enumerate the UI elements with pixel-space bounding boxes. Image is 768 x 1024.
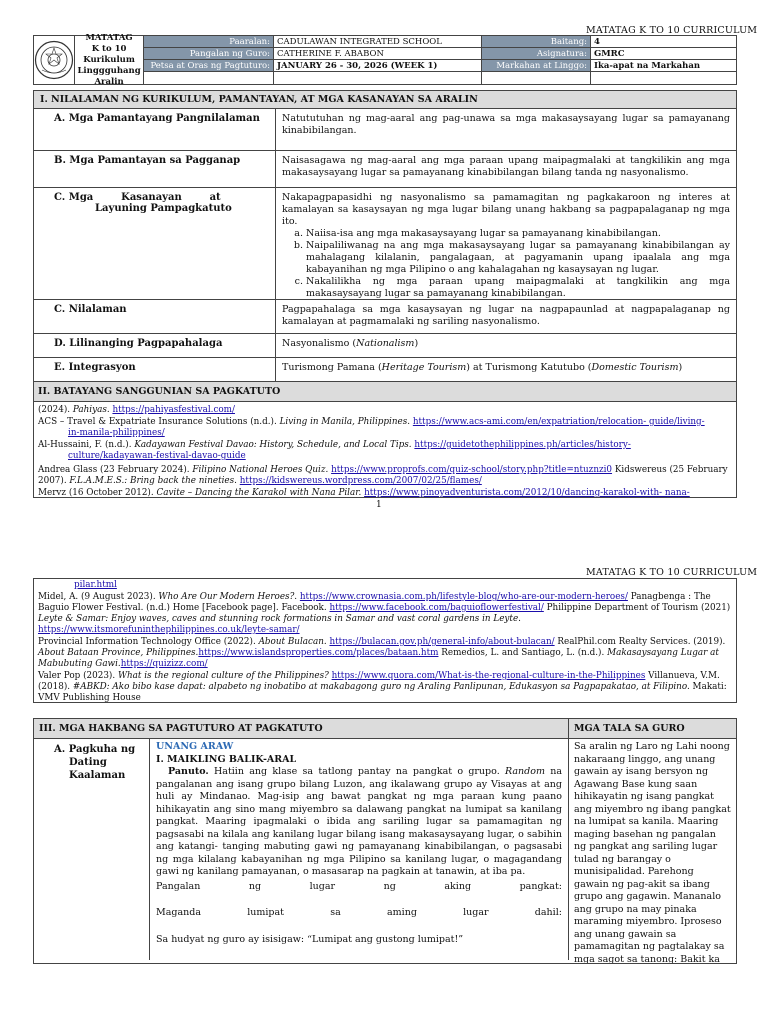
baitang-value: 4 [591, 36, 736, 48]
reference-item: Provincial Information Technology Office (2022). About Bulacan. https://bulacan.gov.ph/general-info/about-bulacan/ RealPhil.com Realty Services. (2019). About Bataan Province, Philippines.https://www.islandsproperties.com/places/bataan.htm Remedios, L. and Santiago, L. (n.d.). Makasaysayang Lugar at Mabubuting Gawi.https://quizizz.com/ [38, 637, 726, 669]
reference-item: Andrea Glass (23 February 2024). Filipino National Heroes Quiz. https://www.proprofs.com/quiz-school/story.php?title=ntuznzi0 Kidswereus (25 February 2007). F.L.A.M.E.S.: Bring back the nineties. https://kidswereus.wordpress.com/2007/02/25/flames/ [38, 465, 728, 486]
row-pamantayan-pagganap: B. Mga Pamantayan sa Pagganap Naisasagawa ng mag-aaral ang mga paraan upang maipagmalaki at tangkilikin ang mga makasaysayang lugar sa pamayanang kinabibilangan bilang tanda ng nasyonalismo. [34, 151, 736, 188]
section-2-heading: II. BATAYANG SANGGUNIAN SA PAGKATUTO [34, 382, 736, 402]
deped-seal [34, 36, 75, 84]
section-3-table [33, 718, 737, 964]
section-1-heading: I. NILALAMAN NG KURIKULUM, PAMANTAYAN, AT MGA KASANAYAN SA ARALIN [34, 91, 736, 109]
asignatura-value: GMRC [591, 48, 736, 60]
list-item: a. Naiisa-isa ang mga makasaysayang lugar sa pamayanang kinabibilangan. [306, 228, 730, 240]
list-item: c. Nakalilikha ng mga paraan upang maipagmalaki at tangkilikin ang mga makasaysayang lugar sa pamayanang kinabibilangan. [306, 276, 730, 300]
notes-heading: MGA TALA SA GURO [574, 723, 685, 734]
row-kasanayan-layunin: C. Mga Kasanayan at Layuning Pampagkatuto Nakapagpapasidhi ng nasyonalismo sa pamamagitan ng pagkakaroon ng interes at kamalayan sa kasaysayan ng mga lugar bilang unang hakbang sa pagpapalaganap ng mga ito. a. Naiisa-isa ang mga makasaysayang lugar sa pamayanang kinabibilangan. b. Naipaliliwanag na ang mga makasaysayang lugar sa pamayanang kinabibilangan ay mahalagang kilalanin, pangalagaan, at pagyamanin upang ipaalala ang mga kabayanihan ng mga Pilipino o ang kahalagahan ng kasaysayan ng lugar. c. Nakalilikha ng mga paraan upang maipagmalaki at tangkilikin ang mga makasaysayang lugar sa pamayanang kinabibilangan. [34, 188, 736, 300]
curriculum-label-page2: MATATAG K TO 10 CURRICULUM [586, 567, 758, 578]
row-nilalaman: C. Nilalaman Pagpapahalaga sa mga kasaysayan ng lugar na nagpapaunlad at nagpapalaganap ng kamalayan at pagmamalaki ng sariling nasyonalismo. [34, 300, 736, 334]
fill-line-2: Maganda lumipat sa aming lugar dahil: [156, 907, 562, 918]
asignatura-label: Asignatura: [482, 48, 591, 60]
markahan-value: Ika-apat na Markahan [591, 60, 736, 72]
paaralan-value: CADULAWAN INTEGRATED SCHOOL [274, 36, 482, 48]
fill-line-1: Pangalan ng lugar ng aking pangkat: [156, 880, 562, 892]
activity-content [150, 739, 569, 960]
balik-aral-heading: I. MAIKLING BALIK-ARAL [156, 753, 297, 765]
row-pamantayang-pangnilalaman: A. Mga Pamantayang Pangnilalaman Natututuhan ng mag-aaral ang pag-unawa sa mga makasaysayang lugar sa pamayanang kinabibilangan. [34, 109, 736, 151]
reference-link[interactable]: https://kidswereus.wordpress.com/2007/02/25/flames/ [239, 476, 482, 486]
section-2-references [33, 381, 737, 498]
reference-item: Al-Hussaini, F. (n.d.). Kadayawan Festival Davao: History, Schedule, and Local Tips. https://guidetothephilippines.ph/articles/history- culture/kadayawan-festival-davao-guide [38, 440, 631, 461]
reference-link[interactable]: https://www.acs-ami.com/en/expatriation/relocation- guide/living- [412, 417, 705, 427]
section-1-table [33, 90, 737, 383]
guro-value: CATHERINE F. ABABON [274, 48, 482, 60]
reference-link[interactable]: https://pahiyasfestival.com/ [112, 405, 235, 415]
row-pagpapahalaga: D. Lilinanging Pagpapahalaga Nasyonalismo (Nationalism) [34, 334, 736, 358]
petsa-label: Petsa at Oras ng Pagtuturo: [144, 60, 274, 72]
header-title: MATATAG K to 10 Kurikulum Linggguhang Aralin [75, 36, 144, 84]
hudyat-text: Sa hudyat ng guro ay isisigaw: “Lumipat ang gustong lumipat!” [156, 933, 464, 945]
lesson-header [33, 32, 737, 87]
reference-item: Midel, A. (9 August 2023). Who Are Our Modern Heroes?. https://www.crownasia.com.ph/lifestyle-blog/who-are-our-modern-heroes/ Panagbenga : The Baguio Flower Festival. (n.d.) Home [Facebook page]. Facebook. https://www.facebook.com/baguioflowerfestival/ Philippine Department of Tourism (2021) Leyte & Samar: Enjoy waves, caves and stunning rock formations in Samar and vast coral gardens in Leyte. https://www.itsmorefuninthephilippines.co.uk/leyte-samar/ [38, 592, 731, 635]
reference-link[interactable]: https://www.pinoyadventurista.com/2012/10/dancing-karakol-with- nana- [364, 488, 690, 498]
guro-label: Pangalan ng Guro: [144, 48, 274, 60]
reference-link[interactable]: in-manila-philippines/ [68, 428, 165, 438]
reference-item: Mervz (16 October 2012). Cavite – Dancing the Karakol with Nana Pilar. https://www.pinoyadventurista.com/2012/10/dancing-karakol-with- nana- [38, 488, 690, 498]
reference-link[interactable]: pilar.html [74, 580, 117, 590]
reference-link[interactable]: https://guidetothephilippines.ph/articles/history- [414, 440, 631, 450]
step-label: A. Pagkuha ng Dating Kaalaman [34, 739, 150, 960]
reference-link[interactable]: https://www.crownasia.com.ph/lifestyle-blog/who-are-our-modern-heroes/ [299, 592, 628, 602]
section-3-heading: III. MGA HAKBANG SA PAGTUTURO AT PAGKATUTO [34, 719, 569, 738]
reference-link[interactable]: https://www.islandsproperties.com/places/bataan.htm [198, 648, 439, 658]
curriculum-label: MATATAG K TO 10 CURRICULUM [586, 25, 758, 36]
reference-link[interactable]: https://www.quora.com/What-is-the-regional-culture-in-the-Philippines [331, 671, 646, 681]
row-integrasyon: E. Integrasyon Turismong Pamana (Heritage Tourism) at Turismong Katutubo (Domestic Tourism) [34, 358, 736, 382]
reference-link[interactable]: https://www.facebook.com/baguioflowerfestival/ [329, 603, 544, 613]
day-heading: UNANG ARAW [156, 741, 234, 752]
baitang-label: Baitang: [482, 36, 591, 48]
petsa-value: JANUARY 26 - 30, 2026 (WEEK 1) [274, 60, 482, 72]
header-fields [144, 36, 736, 84]
reference-link[interactable]: https://bulacan.gov.ph/general-info/about-bulacan/ [329, 637, 555, 647]
objectives-list [306, 228, 730, 300]
seal-icon [34, 40, 74, 80]
reference-link[interactable]: https://www.itsmorefuninthephilippines.co.uk/leyte-samar/ [38, 625, 300, 635]
list-item: b. Naipaliliwanag na ang mga makasaysayang lugar sa pamayanang kinabibilangan ay mahalagang kilalanin, pangalagaan, at pagyamanin upang ipaalala ang mga kabayanihan ng mga Pilipino o ang kahalagahan ng kasaysayan ng lugar. [306, 240, 730, 276]
references-continued [33, 578, 737, 703]
reference-item: Valer Pop (2023). What is the regional culture of the Philippines? https://www.quora.com/What-is-the-regional-culture-in-the-Philippines Villanueva, V.M. (2018). #ABKD: Ako bibo kase dapat: alpabeto ng inobatibo at makabagong guro ng Araling Panlipunan, Edukasyon sa Pagpapakatao, at Filipino. Makati: VMV Publishing House [38, 671, 727, 703]
reference-link[interactable]: https://quizizz.com/ [120, 659, 208, 669]
reference-item: ACS – Travel & Expatriate Insurance Solutions (n.d.). Living in Manila, Philippines. https://www.acs-ami.com/en/expatriation/relocation- guide/living- in-manila-philippines/ [38, 417, 705, 438]
reference-link[interactable]: https://www.proprofs.com/quiz-school/story.php?title=ntuznzi0 [331, 465, 613, 475]
markahan-label: Markahan at Linggo: [482, 60, 591, 72]
reference-item: (2024). Pahiyas. https://pahiyasfestival.com/ [38, 405, 235, 415]
page-number: 1 [376, 500, 382, 510]
reference-link[interactable]: culture/kadayawan-festival-davao-guide [68, 451, 246, 461]
paaralan-label: Paaralan: [144, 36, 274, 48]
panuto-text: Panuto. Hatiin ang klase sa tatlong pantay na pangkat o grupo. Random na pangalanan ang isang grupo bilang Luzon, ang ikalawang grupo ay Visayas at ang huli ay Mindanao. Mag-isip ang bawat pangkat ng mga paraan kung paano hihikayatin ang sino mang miyembro sa dalawang pangkat na lumipat sa kanilang pangkat. Maaring ipagmalaki o ibida ang sariling lugar sa pamamagitan ng pagsasabi na kilala ang kanilang lugar bilang isang makasaysayang lugar, o sabihin ang katangi- tanging mabuting gawi ng pamayanang kinabibilangan, o pagsasabi ng mga kilalang kabayanihan ng mga Pilipino sa kanilang lugar, o magagandang gawi ng kanilang pamayanan, o masasarap na pagkain at tanawin, at iba pa. [156, 766, 562, 877]
teacher-notes: Sa aralin ng Laro ng Lahi noong nakaraang linggo, ang unang gawain ay isang bersyon ng Agawang Base kung saan hihikayatin ng isang pangkat ang miyembro ng ibang pangkat na lumipat sa kanila. Maaring maging basehan ng pangalan ng pangkat ang sariling lugar tulad ng barangay o munisipalidad. Parehong gawain ng pag-akit sa ibang grupo ang gagawin. Mananalo ang grupo na may pinaka maraming miyembro. Iproseso ang unang gawain sa pamamagitan ng pagtalakay sa mga sagot sa tanong: Bakit ka [574, 741, 731, 964]
